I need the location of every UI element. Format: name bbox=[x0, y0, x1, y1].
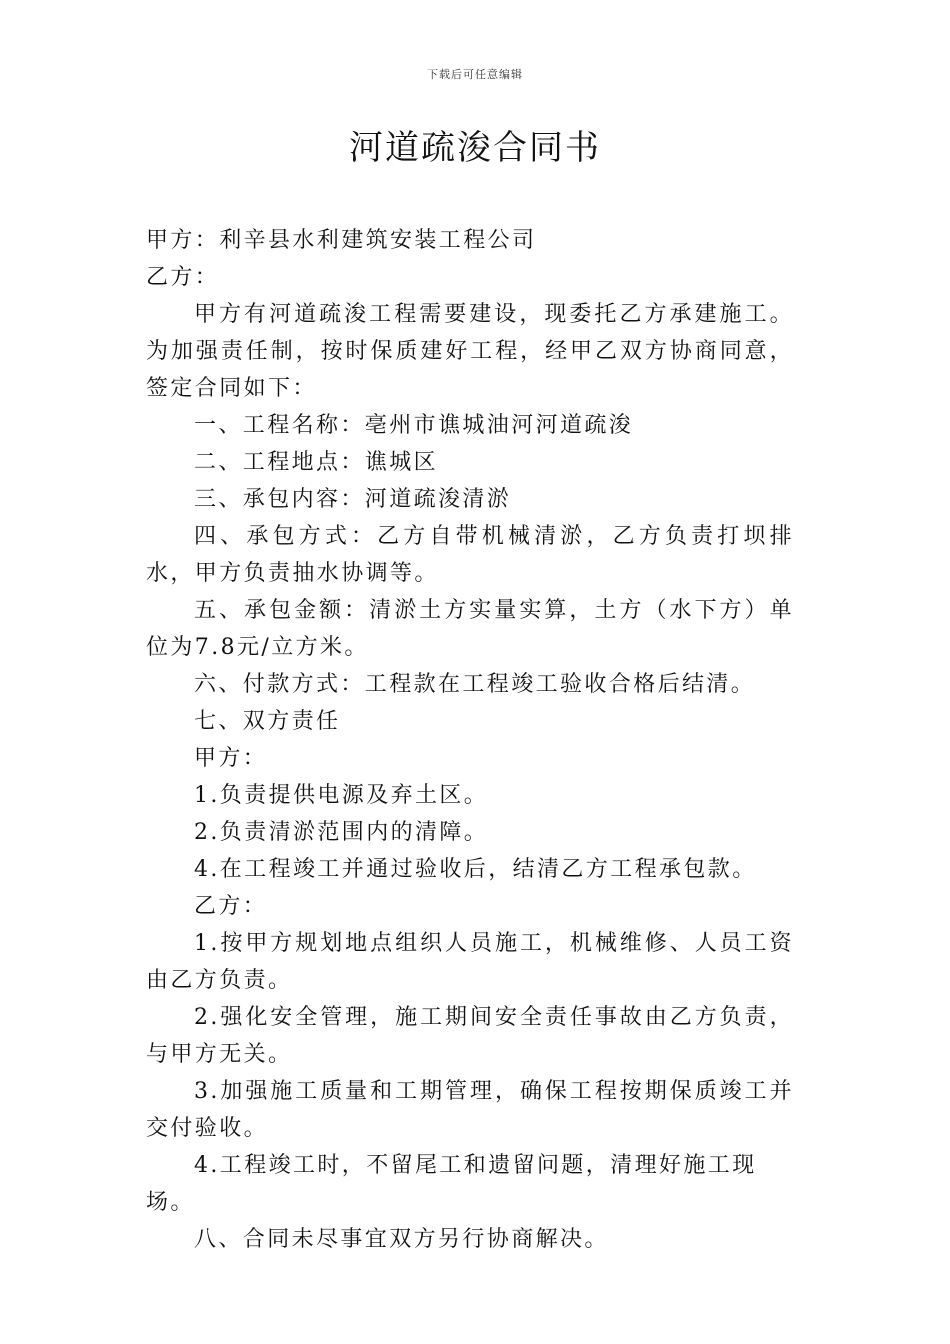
intro-paragraph: 甲方有河道疏浚工程需要建设，现委托乙方承建施工。为加强责任制，按时保质建好工程，经甲乙双方协商同意，签定合同如下： bbox=[146, 302, 794, 401]
clause-2: 二、工程地点：谯城区 bbox=[194, 450, 439, 475]
party-b-duty-item: 4.工程竣工时，不留尾工和遗留问题，清理好施工现场。 bbox=[146, 1153, 757, 1215]
party-b-duty-item: 3.加强施工质量和工期管理，确保工程按期保质竣工并交付验收。 bbox=[146, 1079, 794, 1141]
clause-5: 五、承包金额：清淤土方实量实算，土方（水下方）单位为7.8元/立方米。 bbox=[146, 598, 794, 660]
clause-6: 六、付款方式：工程款在工程竣工验收合格后结清。 bbox=[194, 672, 756, 697]
party-b-duty-item: 1.按甲方规划地点组织人员施工，机械维修、人员工资由乙方负责。 bbox=[146, 931, 794, 993]
clause-4: 四、承包方式：乙方自带机械清淤，乙方负责打坝排水，甲方负责抽水协调等。 bbox=[146, 524, 794, 586]
party-b-duties-heading: 乙方： bbox=[194, 894, 268, 919]
party-b-line: 乙方： bbox=[146, 265, 220, 290]
header-note: 下载后可任意编辑 bbox=[427, 68, 523, 81]
party-a-duty-item: 1.负责提供电源及弃土区。 bbox=[194, 783, 489, 808]
document-title: 河道疏浚合同书 bbox=[349, 128, 601, 168]
contract-body bbox=[146, 222, 794, 1258]
clause-3: 三、承包内容：河道疏浚清淤 bbox=[194, 487, 512, 512]
party-a-line: 甲方：利辛县水利建筑安装工程公司 bbox=[146, 228, 537, 253]
clause-8: 八、合同未尽事宜双方另行协商解决。 bbox=[194, 1227, 609, 1252]
party-a-duties-heading: 甲方： bbox=[194, 746, 268, 771]
clause-7: 七、双方责任 bbox=[194, 709, 341, 734]
party-a-duty-item: 4.在工程竣工并通过验收后，结清乙方工程承包款。 bbox=[194, 857, 757, 882]
party-b-duty-item: 2.强化安全管理，施工期间安全责任事故由乙方负责，与甲方无关。 bbox=[146, 1005, 794, 1067]
clause-1: 一、工程名称：亳州市谯城油河河道疏浚 bbox=[194, 413, 634, 438]
party-a-duty-item: 2.负责清淤范围内的清障。 bbox=[194, 820, 489, 845]
